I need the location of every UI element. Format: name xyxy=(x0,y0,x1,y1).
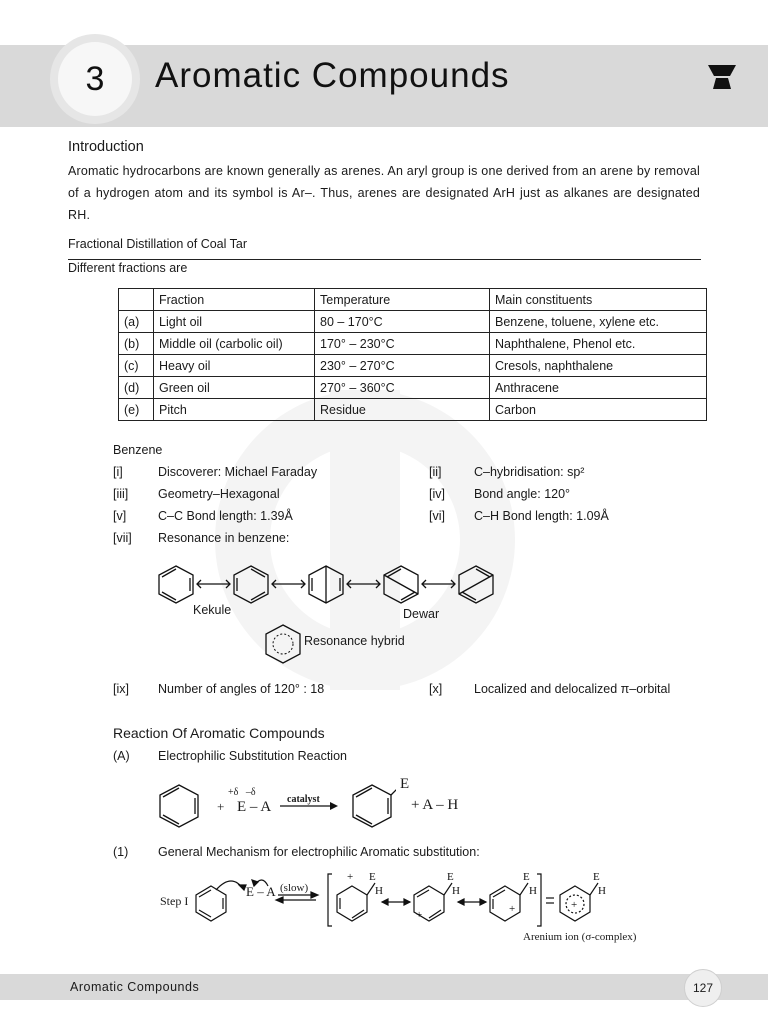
reaction-arrow-icon xyxy=(278,800,340,812)
svg-text:E: E xyxy=(369,871,376,883)
table-cell: Middle oil (carbolic oil) xyxy=(154,333,315,355)
chapter-title: Aromatic Compounds xyxy=(155,56,510,95)
slow-step-label: (slow) xyxy=(280,882,309,894)
table-header-cell: Main constituents xyxy=(490,289,707,311)
reagent-formula: E – A xyxy=(237,799,272,815)
step-reagent: E – A xyxy=(246,884,276,899)
list-item-number: [ix] xyxy=(113,682,129,696)
list-item-text: Resonance in benzene: xyxy=(158,531,290,545)
list-item-number: [vi] xyxy=(429,509,445,523)
fractions-table xyxy=(118,288,707,421)
table-cell: (d) xyxy=(119,377,154,399)
distillation-title: Fractional Distillation of Coal Tar xyxy=(68,237,248,251)
benzene-title: Benzene xyxy=(113,443,163,457)
table-cell: Light oil xyxy=(154,311,315,333)
footer-title: Aromatic Compounds xyxy=(70,980,200,994)
distillation-subtitle: Different fractions are xyxy=(68,261,188,275)
section-a-title: Electrophilic Substitution Reaction xyxy=(158,749,347,763)
svg-text:H: H xyxy=(598,885,606,897)
publisher-logo-icon xyxy=(707,64,737,90)
svg-text:E: E xyxy=(593,871,600,883)
table-cell: Cresols, naphthalene xyxy=(490,355,707,377)
table-cell: (b) xyxy=(119,333,154,355)
list-item-text: C–C Bond length: 1.39Å xyxy=(158,509,293,523)
table-header-cell: Temperature xyxy=(315,289,490,311)
table-cell: (a) xyxy=(119,311,154,333)
table-cell: Anthracene xyxy=(490,377,707,399)
list-item-number: [x] xyxy=(429,682,443,696)
list-item-text: Localized and delocalized π–orbital xyxy=(474,682,671,696)
table-cell: Pitch xyxy=(154,399,315,421)
svg-text:H: H xyxy=(452,885,460,897)
svg-text:+: + xyxy=(571,899,578,911)
table-row xyxy=(119,399,707,421)
reaction-heading: Reaction Of Aromatic Compounds xyxy=(113,725,325,741)
table-header-cell: Fraction xyxy=(154,289,315,311)
table-cell: 270° – 360°C xyxy=(315,377,490,399)
section-a-number: (A) xyxy=(113,749,130,763)
product-substituent: E xyxy=(400,776,410,792)
table-row xyxy=(119,355,707,377)
list-item-text: Geometry–Hexagonal xyxy=(158,487,280,501)
dewar-label: Dewar xyxy=(403,607,440,621)
page-number: 127 xyxy=(684,969,722,1007)
svg-text:H: H xyxy=(529,885,537,897)
table-cell: Benzene, toluene, xylene etc. xyxy=(490,311,707,333)
mechanism-number: (1) xyxy=(113,845,129,859)
list-item-number: [v] xyxy=(113,509,127,523)
table-cell: Heavy oil xyxy=(154,355,315,377)
kekule-label: Kekule xyxy=(193,603,232,617)
list-item-text: Discoverer: Michael Faraday xyxy=(158,465,318,479)
benzene-product-ring xyxy=(348,782,396,830)
table-header-row xyxy=(119,289,707,311)
table-row xyxy=(119,333,707,355)
table-cell: Residue xyxy=(315,399,490,421)
svg-text:E: E xyxy=(447,871,454,883)
benzene-reactant-ring xyxy=(155,782,203,830)
kekule-ring-1 xyxy=(159,566,193,603)
table-cell: 230° – 270°C xyxy=(315,355,490,377)
svg-text:+: + xyxy=(509,903,516,915)
svg-text:+: + xyxy=(347,871,354,883)
table-cell: Naphthalene, Phenol etc. xyxy=(490,333,707,355)
list-item-number: [iii] xyxy=(113,487,129,501)
step-label: Step I xyxy=(160,894,189,908)
arenium-caption: Arenium ion (σ-complex) xyxy=(523,931,637,943)
list-item-number: [iv] xyxy=(429,487,445,501)
list-item-number: [ii] xyxy=(429,465,442,479)
list-item-text: C–hybridisation: sp² xyxy=(474,465,585,479)
kekule-ring-2 xyxy=(234,566,268,603)
table-cell: Carbon xyxy=(490,399,707,421)
table-cell: (e) xyxy=(119,399,154,421)
table-cell: (c) xyxy=(119,355,154,377)
list-item-number: [vii] xyxy=(113,531,132,545)
table-row xyxy=(119,377,707,399)
svg-text:H: H xyxy=(375,885,383,897)
chapter-number: 3 xyxy=(58,42,132,116)
table-cell: Green oil xyxy=(154,377,315,399)
table-header-cell xyxy=(119,289,154,311)
byproduct-formula: + A – H xyxy=(411,797,459,813)
svg-text:E: E xyxy=(523,871,530,883)
table-cell: 80 – 170°C xyxy=(315,311,490,333)
table-row xyxy=(119,311,707,333)
intro-paragraph: Aromatic hydrocarbons are known generally as arenes. An aryl group is one derived from an arene by removal of a hydrogen atom and its symbol is Ar–. Thus, arenes are designated ArH just as alkanes are designated RH. xyxy=(68,164,700,222)
plus-sign: + xyxy=(217,799,225,814)
resonance-hybrid-ring xyxy=(262,622,304,666)
svg-text:+: + xyxy=(416,909,423,921)
list-item-text: C–H Bond length: 1.09Å xyxy=(474,509,609,523)
list-item-text: Number of angles of 120° : 18 xyxy=(158,682,325,696)
list-item-text: Bond angle: 120° xyxy=(474,487,571,501)
catalyst-label: catalyst xyxy=(287,794,320,805)
table-cell: 170° – 230°C xyxy=(315,333,490,355)
section-rule xyxy=(68,259,701,260)
intro-heading: Introduction xyxy=(68,139,144,155)
list-item-number: [i] xyxy=(113,465,123,479)
resonance-hybrid-label: Resonance hybrid xyxy=(304,634,405,648)
mechanism-title: General Mechanism for electrophilic Aromatic substitution: xyxy=(158,845,480,859)
partial-charges: +δ –δ xyxy=(228,787,256,798)
